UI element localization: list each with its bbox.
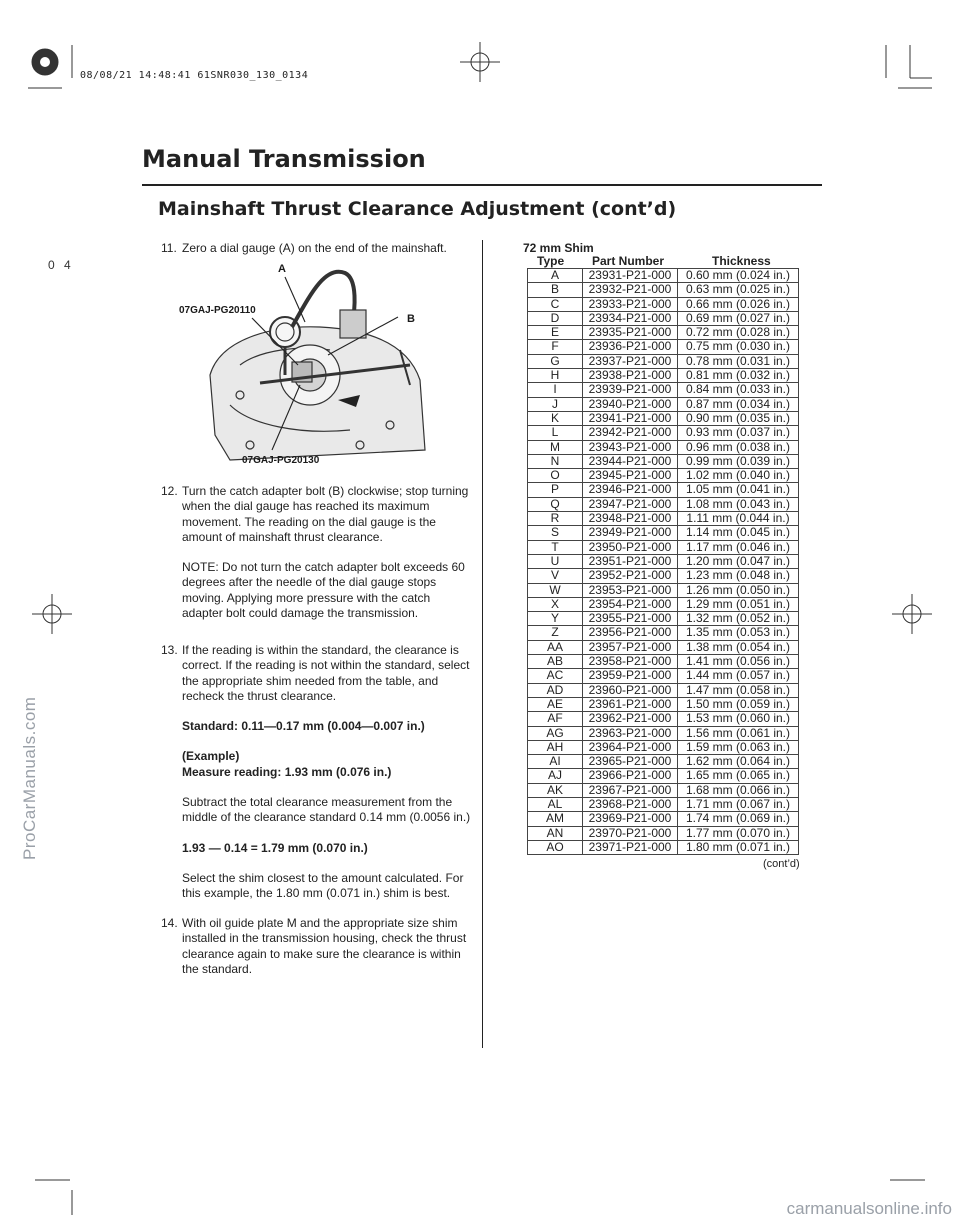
part-number: 23944-P21-000	[583, 454, 678, 468]
header-part-number: Part Number	[592, 254, 665, 268]
table-row	[528, 354, 799, 368]
thickness: 0.84 mm (0.033 in.)	[678, 383, 799, 397]
thickness: 0.99 mm (0.039 in.)	[678, 454, 799, 468]
thickness: 1.44 mm (0.057 in.)	[678, 669, 799, 683]
thickness: 1.74 mm (0.069 in.)	[678, 812, 799, 826]
thickness: 1.41 mm (0.056 in.)	[678, 655, 799, 669]
step-text: If the reading is within the standard, the clearance is correct. If the reading is not within the standard, select the appropriate shim needed from the table, and recheck the thrust clearance.	[182, 643, 470, 703]
thickness: 0.72 mm (0.028 in.)	[678, 326, 799, 340]
part-number: 23950-P21-000	[583, 540, 678, 554]
thickness: 1.56 mm (0.061 in.)	[678, 726, 799, 740]
table-row	[528, 640, 799, 654]
table-row	[528, 369, 799, 383]
part-number: 23931-P21-000	[583, 269, 678, 283]
shim-type: W	[528, 583, 583, 597]
step-12	[161, 484, 471, 621]
part-number: 23933-P21-000	[583, 297, 678, 311]
shim-type: Z	[528, 626, 583, 640]
table-row	[528, 569, 799, 583]
print-stamp: 08/08/21 14:48:41 61SNR030_130_0134	[80, 70, 309, 81]
shim-type: J	[528, 397, 583, 411]
thickness: 1.62 mm (0.064 in.)	[678, 755, 799, 769]
part-number: 23961-P21-000	[583, 697, 678, 711]
step-text: Zero a dial gauge (A) on the end of the mainshaft.	[182, 241, 447, 255]
shim-type: D	[528, 311, 583, 325]
thickness: 1.26 mm (0.050 in.)	[678, 583, 799, 597]
part-number: 23959-P21-000	[583, 669, 678, 683]
header-thickness: Thickness	[712, 254, 771, 268]
thickness: 0.75 mm (0.030 in.)	[678, 340, 799, 354]
table-row	[528, 655, 799, 669]
table-row	[528, 297, 799, 311]
table-row	[528, 597, 799, 611]
table-row	[528, 726, 799, 740]
thickness: 1.29 mm (0.051 in.)	[678, 597, 799, 611]
shim-type: AA	[528, 640, 583, 654]
part-number: 23932-P21-000	[583, 283, 678, 297]
thickness: 0.93 mm (0.037 in.)	[678, 426, 799, 440]
part-number: 23947-P21-000	[583, 497, 678, 511]
shim-type: AI	[528, 755, 583, 769]
title-rule	[142, 184, 822, 186]
step-number: 11.	[161, 241, 177, 255]
step-number: 12.	[161, 484, 178, 498]
shim-type: V	[528, 569, 583, 583]
thickness: 0.63 mm (0.025 in.)	[678, 283, 799, 297]
side-watermark: ProCarManuals.com	[20, 696, 39, 860]
table-row	[528, 497, 799, 511]
example-label: (Example)	[182, 749, 240, 764]
step-number: 13.	[161, 643, 178, 657]
shim-type: E	[528, 326, 583, 340]
shim-type: S	[528, 526, 583, 540]
shim-type: K	[528, 411, 583, 425]
thickness: 0.96 mm (0.038 in.)	[678, 440, 799, 454]
part-number: 23941-P21-000	[583, 411, 678, 425]
table-row	[528, 712, 799, 726]
part-number: 23938-P21-000	[583, 369, 678, 383]
clearance-standard: Standard: 0.11—0.17 mm (0.004—0.007 in.)	[182, 719, 425, 734]
thickness: 1.53 mm (0.060 in.)	[678, 712, 799, 726]
shim-type: U	[528, 554, 583, 568]
shim-type: AG	[528, 726, 583, 740]
table-row	[528, 269, 799, 283]
table-row	[528, 411, 799, 425]
thickness: 1.23 mm (0.048 in.)	[678, 569, 799, 583]
part-number: 23943-P21-000	[583, 440, 678, 454]
thickness: 1.08 mm (0.043 in.)	[678, 497, 799, 511]
part-number: 23956-P21-000	[583, 626, 678, 640]
subtract-text: Subtract the total clearance measurement from the middle of the clearance standard 0.14 mm (0.0056 in.)	[182, 795, 471, 825]
measure-reading: Measure reading: 1.93 mm (0.076 in.)	[182, 764, 392, 779]
shim-type: AK	[528, 783, 583, 797]
shim-type: G	[528, 354, 583, 368]
table-row	[528, 469, 799, 483]
thickness: 0.81 mm (0.032 in.)	[678, 369, 799, 383]
thickness: 0.87 mm (0.034 in.)	[678, 397, 799, 411]
part-number: 23954-P21-000	[583, 597, 678, 611]
shim-type: B	[528, 283, 583, 297]
step-number: 14.	[161, 916, 178, 930]
shim-type: H	[528, 369, 583, 383]
step-11	[161, 241, 471, 256]
part-number: 23964-P21-000	[583, 740, 678, 754]
calculation: 1.93 — 0.14 = 1.79 mm (0.070 in.)	[182, 840, 368, 855]
thickness: 1.77 mm (0.070 in.)	[678, 826, 799, 840]
part-number: 23965-P21-000	[583, 755, 678, 769]
shim-type: AN	[528, 826, 583, 840]
shim-type: AO	[528, 840, 583, 854]
thickness: 1.35 mm (0.053 in.)	[678, 626, 799, 640]
table-row	[528, 283, 799, 297]
table-row	[528, 740, 799, 754]
part-number: 23934-P21-000	[583, 311, 678, 325]
part-number: 23946-P21-000	[583, 483, 678, 497]
table-row	[528, 683, 799, 697]
step-text: With oil guide plate M and the appropriate size shim installed in the transmission housing, check the thrust clearance again to make sure the clearance is within the standard.	[182, 916, 467, 976]
table-row	[528, 397, 799, 411]
shim-type: I	[528, 383, 583, 397]
thickness: 0.90 mm (0.035 in.)	[678, 411, 799, 425]
thickness: 1.59 mm (0.063 in.)	[678, 740, 799, 754]
part-number: 23957-P21-000	[583, 640, 678, 654]
table-row	[528, 697, 799, 711]
table-row	[528, 426, 799, 440]
shim-type: N	[528, 454, 583, 468]
label-b: B	[407, 313, 415, 325]
part-number: 23962-P21-000	[583, 712, 678, 726]
part-number: 23951-P21-000	[583, 554, 678, 568]
table-row	[528, 483, 799, 497]
part-number: 23970-P21-000	[583, 826, 678, 840]
shim-type: AB	[528, 655, 583, 669]
thickness: 1.71 mm (0.067 in.)	[678, 797, 799, 811]
part-number: 23942-P21-000	[583, 426, 678, 440]
part-number: 23969-P21-000	[583, 812, 678, 826]
table-row	[528, 755, 799, 769]
shim-type: R	[528, 512, 583, 526]
table-row	[528, 612, 799, 626]
step-14	[161, 916, 471, 977]
thickness: 1.11 mm (0.044 in.)	[678, 512, 799, 526]
part-number: 23937-P21-000	[583, 354, 678, 368]
part-number: 23958-P21-000	[583, 655, 678, 669]
thickness: 0.78 mm (0.031 in.)	[678, 354, 799, 368]
table-row	[528, 840, 799, 854]
table-row	[528, 812, 799, 826]
shim-type: AF	[528, 712, 583, 726]
part-number: 23953-P21-000	[583, 583, 678, 597]
thickness: 0.60 mm (0.024 in.)	[678, 269, 799, 283]
part-number: 23955-P21-000	[583, 612, 678, 626]
thickness: 1.32 mm (0.052 in.)	[678, 612, 799, 626]
label-a: A	[278, 263, 286, 275]
shim-type: O	[528, 469, 583, 483]
shim-type: M	[528, 440, 583, 454]
step-text: Turn the catch adapter bolt (B) clockwise; stop turning when the dial gauge has reached its maximum movement. The reading on the dial gauge is the amount of mainshaft thrust clearance.	[182, 484, 469, 544]
part-number: 23952-P21-000	[583, 569, 678, 583]
table-row	[528, 512, 799, 526]
thickness: 1.02 mm (0.040 in.)	[678, 469, 799, 483]
part-number: 23936-P21-000	[583, 340, 678, 354]
thickness: 1.14 mm (0.045 in.)	[678, 526, 799, 540]
shim-type: Q	[528, 497, 583, 511]
table-row	[528, 326, 799, 340]
table-row	[528, 440, 799, 454]
table-row	[528, 583, 799, 597]
transmission-illustration	[160, 255, 480, 470]
thickness: 0.69 mm (0.027 in.)	[678, 311, 799, 325]
continued-label: (cont’d)	[763, 858, 800, 870]
tool-label-1: 07GAJ-PG20110	[179, 305, 256, 316]
shim-type: T	[528, 540, 583, 554]
part-number: 23948-P21-000	[583, 512, 678, 526]
section-heading: Mainshaft Thrust Clearance Adjustment (cont’d)	[158, 198, 677, 220]
table-row	[528, 783, 799, 797]
table-row	[528, 826, 799, 840]
part-number: 23960-P21-000	[583, 683, 678, 697]
part-number: 23945-P21-000	[583, 469, 678, 483]
table-row	[528, 311, 799, 325]
shim-type: AC	[528, 669, 583, 683]
step-13	[161, 643, 471, 902]
step-note: NOTE: Do not turn the catch adapter bolt exceeds 60 degrees after the needle of the dial gauge stops moving. Applying more pressure with the catch adapter bolt could damage the transmission.	[182, 560, 465, 621]
shim-type: F	[528, 340, 583, 354]
thickness: 1.65 mm (0.065 in.)	[678, 769, 799, 783]
part-number: 23971-P21-000	[583, 840, 678, 854]
table-row	[528, 454, 799, 468]
footer-watermark: carmanualsonline.info	[786, 1199, 952, 1218]
table-row	[528, 383, 799, 397]
shim-type: A	[528, 269, 583, 283]
thickness: 1.20 mm (0.047 in.)	[678, 554, 799, 568]
table-row	[528, 554, 799, 568]
thickness: 1.38 mm (0.054 in.)	[678, 640, 799, 654]
shim-type: AJ	[528, 769, 583, 783]
shim-type: AL	[528, 797, 583, 811]
shim-type: L	[528, 426, 583, 440]
column-divider	[482, 240, 483, 1048]
thickness: 1.17 mm (0.046 in.)	[678, 540, 799, 554]
shim-type: AH	[528, 740, 583, 754]
page-title: Manual Transmission	[142, 145, 426, 173]
shim-type: AD	[528, 683, 583, 697]
table-row	[528, 540, 799, 554]
thickness: 1.68 mm (0.066 in.)	[678, 783, 799, 797]
part-number: 23939-P21-000	[583, 383, 678, 397]
shim-table	[527, 268, 799, 855]
select-text: Select the shim closest to the amount calculated. For this example, the 1.80 mm (0.071 in.) shim is best.	[182, 870, 464, 901]
tool-label-2: 07GAJ-PG20130	[242, 455, 320, 466]
shim-type: AM	[528, 812, 583, 826]
thickness: 0.66 mm (0.026 in.)	[678, 297, 799, 311]
part-number: 23968-P21-000	[583, 797, 678, 811]
part-number: 23963-P21-000	[583, 726, 678, 740]
table-title: 72 mm Shim	[523, 241, 594, 255]
part-number: 23967-P21-000	[583, 783, 678, 797]
figure-dial-gauge	[160, 255, 480, 470]
table-row	[528, 797, 799, 811]
table-row	[528, 669, 799, 683]
shim-type: C	[528, 297, 583, 311]
shim-type: Y	[528, 612, 583, 626]
table-row	[528, 626, 799, 640]
shim-type: AE	[528, 697, 583, 711]
thickness: 1.47 mm (0.058 in.)	[678, 683, 799, 697]
part-number: 23935-P21-000	[583, 326, 678, 340]
thickness: 1.05 mm (0.041 in.)	[678, 483, 799, 497]
margin-mark: 0 4	[48, 258, 74, 272]
shim-type: P	[528, 483, 583, 497]
shim-type: X	[528, 597, 583, 611]
table-row	[528, 340, 799, 354]
header-type: Type	[537, 254, 565, 268]
part-number: 23940-P21-000	[583, 397, 678, 411]
part-number: 23966-P21-000	[583, 769, 678, 783]
thickness: 1.50 mm (0.059 in.)	[678, 697, 799, 711]
part-number: 23949-P21-000	[583, 526, 678, 540]
thickness: 1.80 mm (0.071 in.)	[678, 840, 799, 854]
table-row	[528, 526, 799, 540]
table-row	[528, 769, 799, 783]
